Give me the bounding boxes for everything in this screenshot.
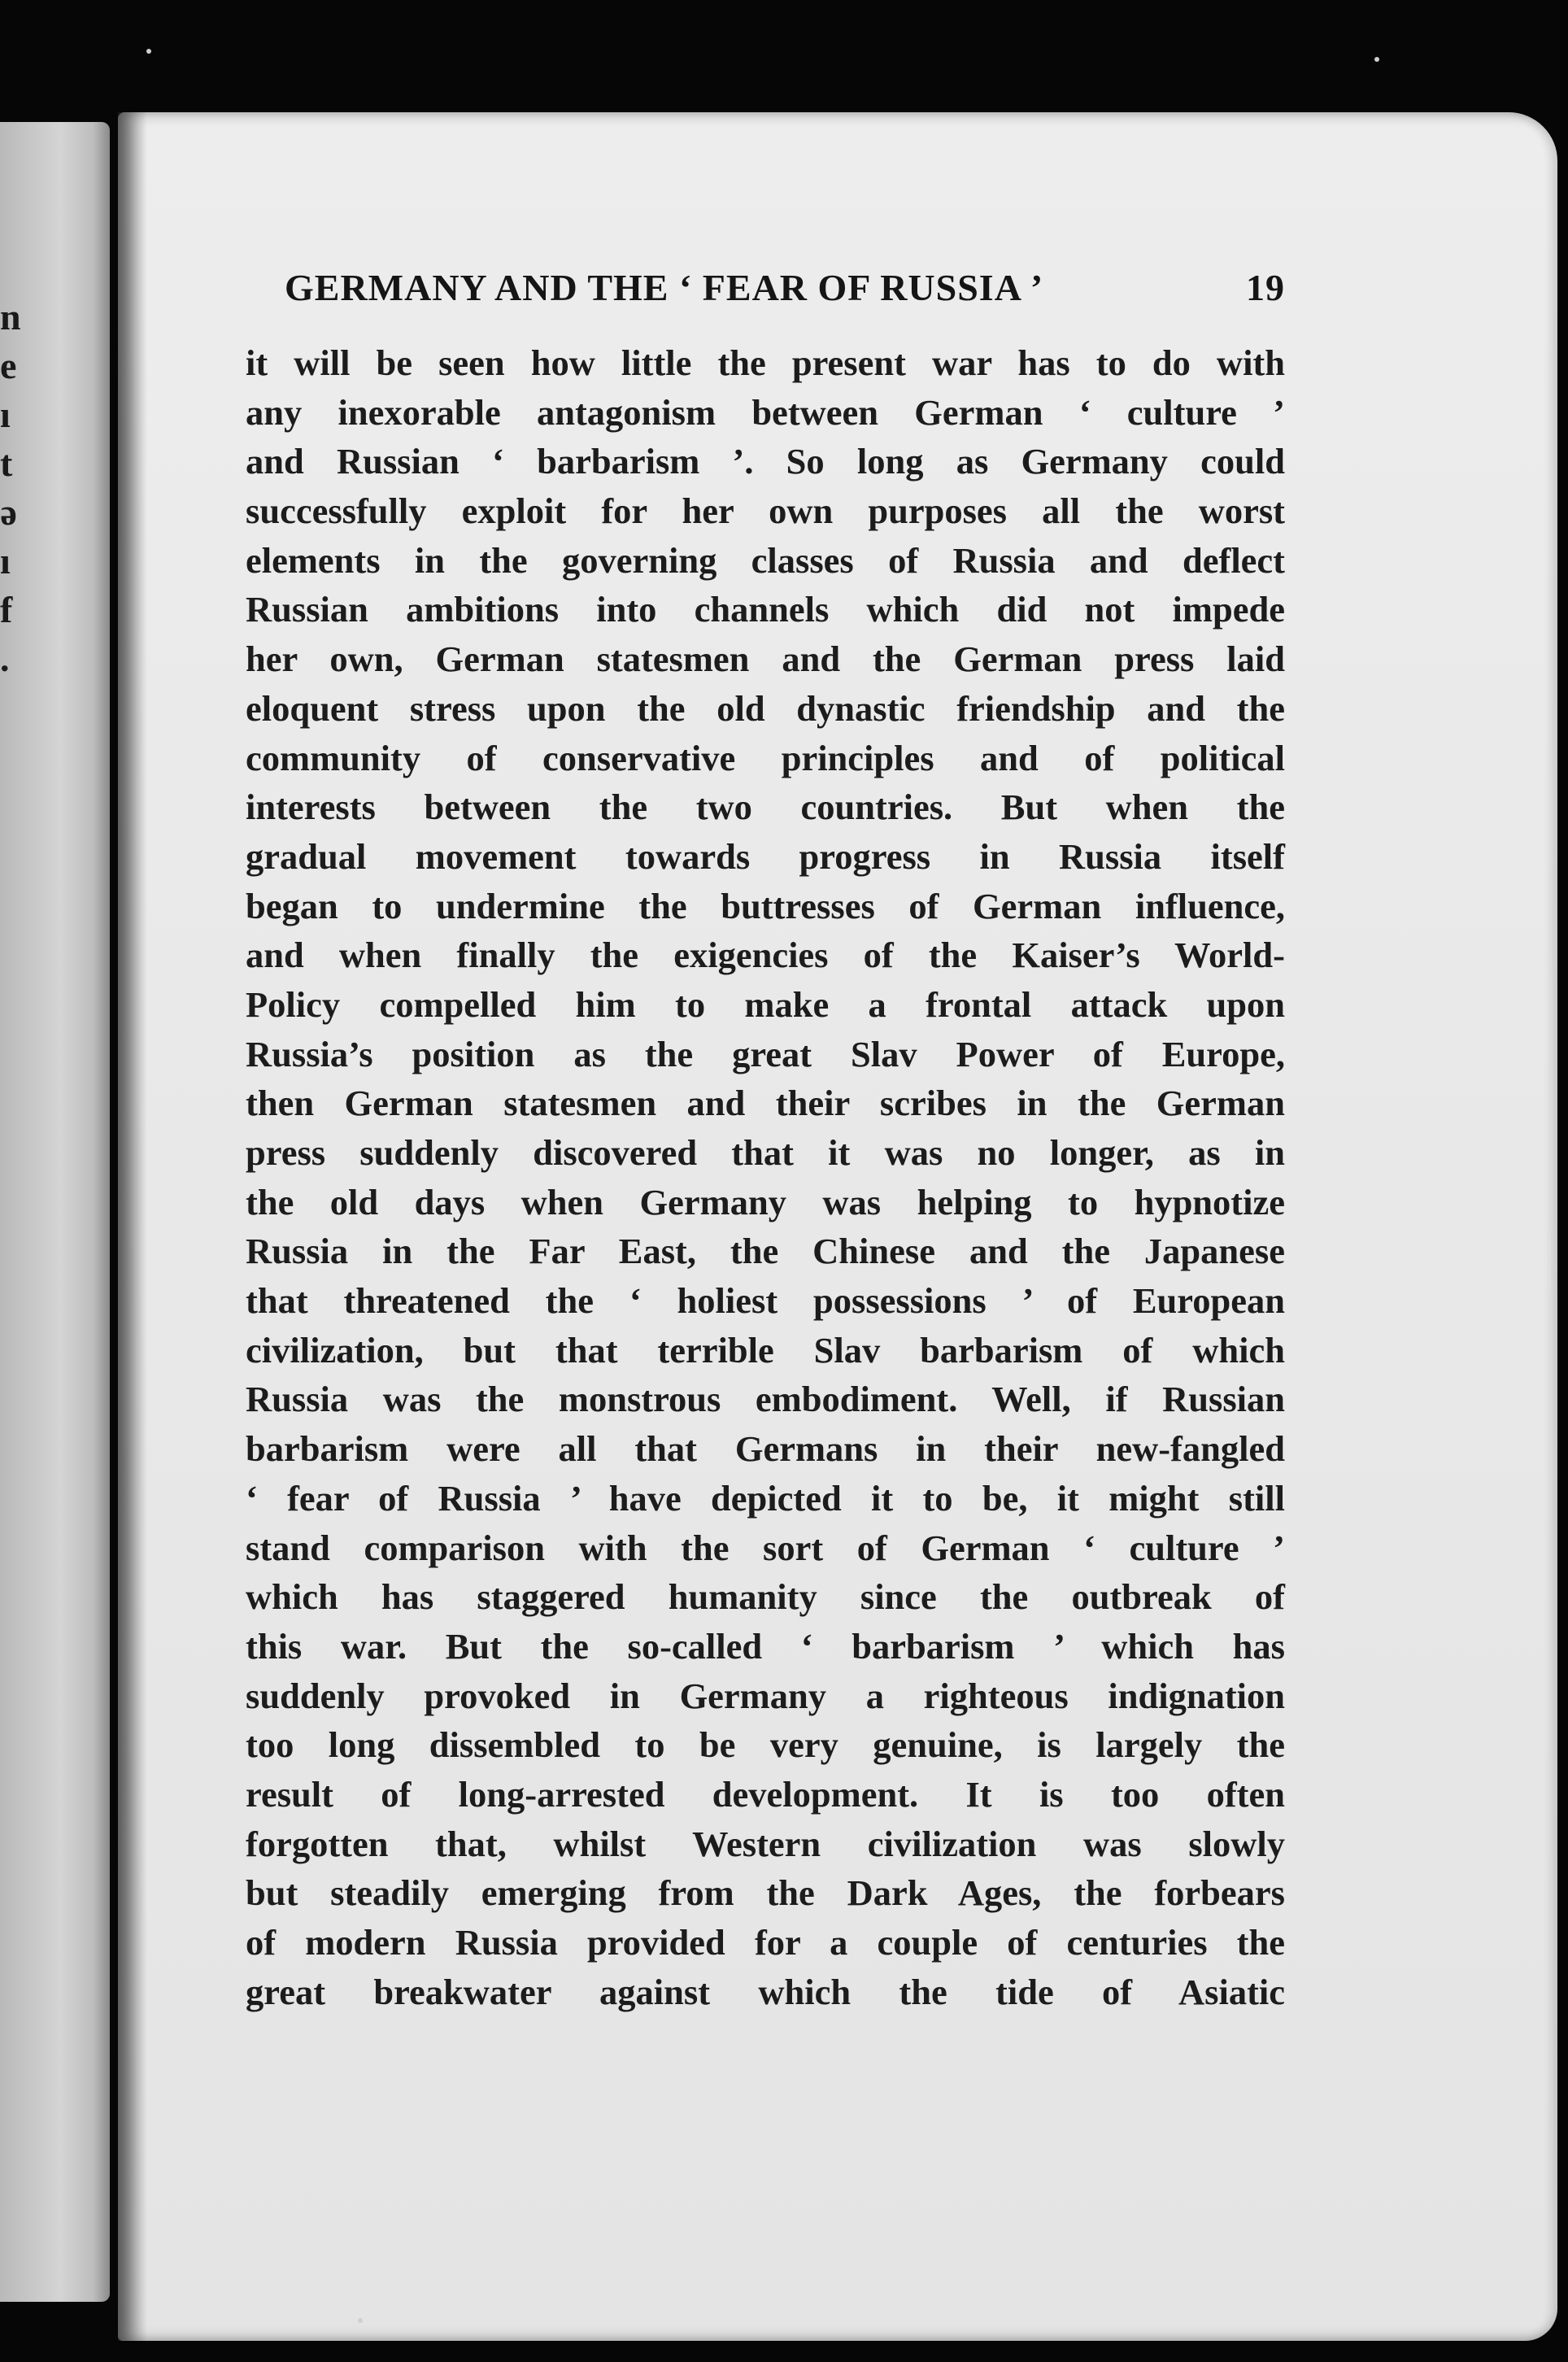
page-gutter-shadow <box>118 112 147 2341</box>
text-line: result of long-arrested development. It is too often <box>246 1773 1285 1815</box>
text-line: her own, German statesmen and the German press laid <box>246 638 1285 680</box>
text-line: civilization, but that terrible Slav barbarism of which <box>246 1329 1285 1371</box>
text-line: Policy compelled him to make a frontal attack upon <box>246 983 1285 1025</box>
edge-letter: ǝ <box>0 491 17 533</box>
text-line: began to undermine the buttresses of German influence, <box>246 885 1285 926</box>
dust-speck <box>358 2318 363 2323</box>
previous-page-cut-text <box>0 293 21 683</box>
edge-letter: f <box>0 589 13 630</box>
text-line: which has staggered humanity since the outbreak of <box>246 1576 1285 1618</box>
text-line: elements in the governing classes of Russia and deflect <box>246 539 1285 581</box>
text-line: suddenly provoked in Germany a righteous indignation <box>246 1675 1285 1716</box>
text-line: barbarism were all that Germans in their new-fangled <box>246 1428 1285 1470</box>
text-line: Russian ambitions into channels which did not impede <box>246 589 1285 630</box>
text-line: great breakwater against which the tide of Asiatic <box>246 1971 1285 2012</box>
text-line: eloquent stress upon the old dynastic friendship and the <box>246 687 1285 729</box>
edge-letter: t <box>0 442 13 484</box>
text-line: Russia was the monstrous embodiment. Well, if Russian <box>246 1379 1285 1420</box>
text-line: interests between the two countries. But when the <box>246 787 1285 828</box>
edge-letter: ı <box>0 540 11 582</box>
text-line: then German statesmen and their scribes in the German <box>246 1083 1285 1124</box>
text-line: forgotten that, whilst Western civilization was slowly <box>246 1823 1285 1864</box>
text-line: Russia’s position as the great Slav Power of Europe, <box>246 1033 1285 1074</box>
running-header <box>285 259 1285 316</box>
dust-speck <box>146 49 151 54</box>
dust-speck <box>1374 57 1379 62</box>
text-line: any inexorable antagonism between German ‘ culture ’ <box>246 391 1285 433</box>
text-line: but steadily emerging from the Dark Ages, the forbears <box>246 1872 1285 1914</box>
text-line: gradual movement towards progress in Russia itself <box>246 835 1285 877</box>
text-line: stand comparison with the sort of German ‘ culture ’ <box>246 1527 1285 1568</box>
text-line: community of conservative principles and of political <box>246 737 1285 778</box>
text-line: successfully exploit for her own purposes all the worst <box>246 490 1285 532</box>
text-line: it will be seen how little the present war has to do with <box>246 342 1285 383</box>
text-line: the old days when Germany was helping to hypnotize <box>246 1181 1285 1222</box>
text-line: and Russian ‘ barbarism ’. So long as Germany could <box>246 441 1285 482</box>
text-line: ‘ fear of Russia ’ have depicted it to be, it might still <box>246 1477 1285 1519</box>
page-body <box>246 338 1285 2016</box>
text-line: press suddenly discovered that it was no longer, as in <box>246 1132 1285 1173</box>
edge-letter: e <box>0 345 17 386</box>
edge-letter: . <box>0 638 10 679</box>
text-line: that threatened the ‘ holiest possessions ’ of European <box>246 1280 1285 1322</box>
text-line: and when finally the exigencies of the Kaiser’s World- <box>246 935 1285 976</box>
text-line: this war. But the so-called ‘ barbarism ’ which has <box>246 1625 1285 1667</box>
text-line: of modern Russia provided for a couple of centuries the <box>246 1922 1285 1963</box>
running-head-title: GERMANY AND THE ‘ FEAR OF RUSSIA ’ <box>285 266 1044 308</box>
edge-letter: ı <box>0 394 11 435</box>
text-line: Russia in the Far East, the Chinese and the Japanese <box>246 1231 1285 1272</box>
page-number: 19 <box>1246 266 1285 308</box>
edge-letter: n <box>0 296 21 338</box>
text-line: too long dissembled to be very genuine, is largely the <box>246 1724 1285 1766</box>
previous-page-edge <box>0 122 110 2302</box>
